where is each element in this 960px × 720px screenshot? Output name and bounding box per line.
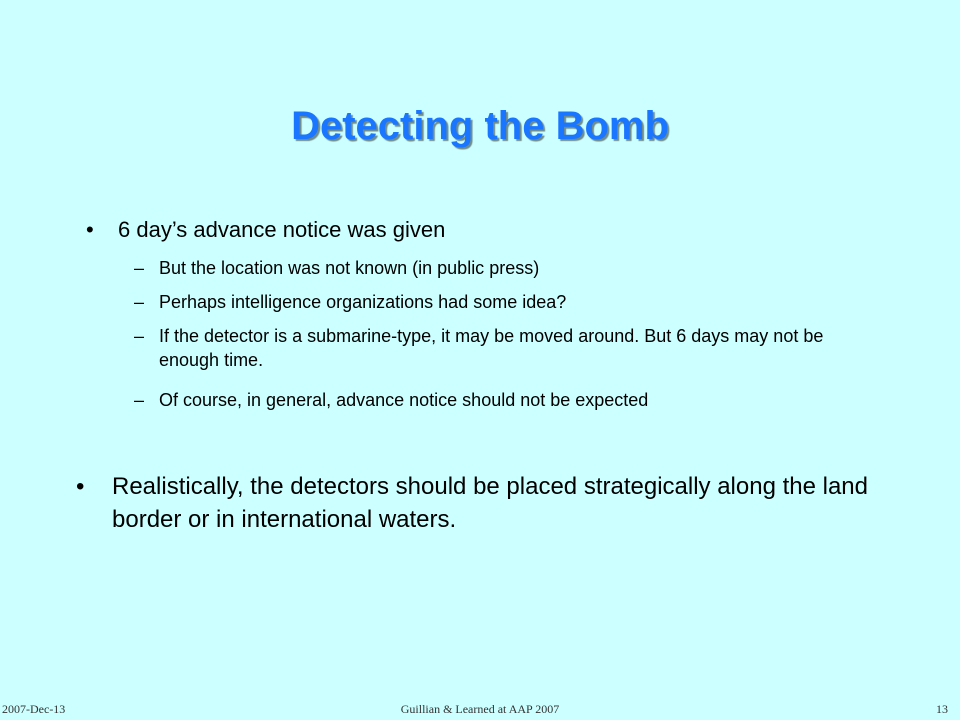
sub-bullet-text: Of course, in general, advance notice should not be expected [159, 390, 649, 410]
page-number: 13 [936, 702, 948, 716]
bullet-marker: • [86, 217, 94, 242]
bullet-item [76, 470, 896, 540]
footer-date: 2007-Dec-13 [2, 702, 66, 716]
footer-credit: Guillian & Learned at AAP 2007 [400, 702, 560, 716]
bullet-text: Realistically, the detectors should be placed strategically along the land border or in international waters. [112, 473, 868, 533]
sub-bullet-marker: – [134, 258, 145, 278]
sub-bullet-text: If the detector is a submarine-type, it may be moved around. But 6 days may not be enough time. [159, 326, 824, 370]
slide-title: Detecting the Bomb [291, 104, 669, 148]
sub-bullet-text: But the location was not known (in public press) [159, 258, 540, 278]
sub-bullet-marker: – [134, 390, 145, 410]
sub-bullet-marker: – [134, 292, 145, 312]
sub-bullet-marker: – [134, 326, 145, 346]
sub-bullet-text: Perhaps intelligence organizations had some idea? [159, 292, 567, 312]
bullet-item [86, 216, 886, 246]
bullet-marker: • [76, 473, 85, 500]
bullet-text: 6 day’s advance notice was given [118, 217, 446, 242]
